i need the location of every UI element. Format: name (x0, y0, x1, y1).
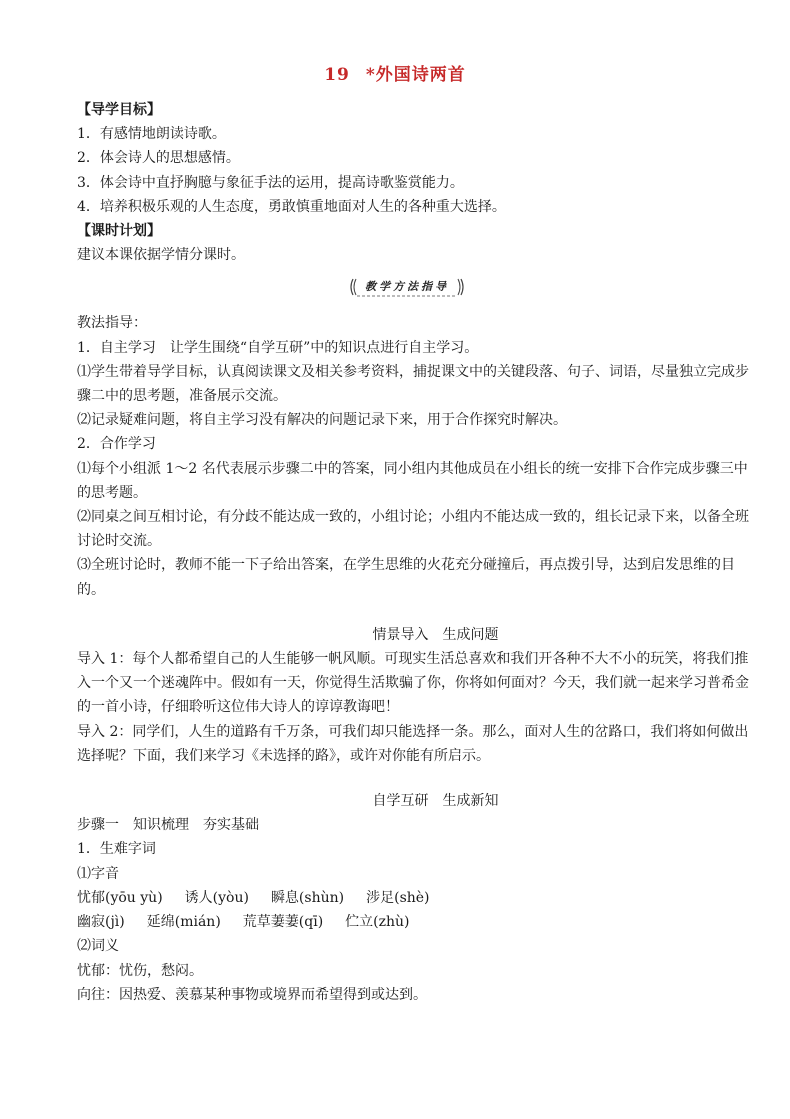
method-intro: 教法指导： (77, 315, 147, 332)
method-badge-row (77, 267, 749, 311)
method-p2a: ⑴每个小组派 1～2 名代表展示步骤二中的答案，同小组内其他成员在小组长的统一安排下合作完成步骤三中的思考题。 (77, 460, 748, 501)
self-study-heading: 自学互研 生成新知 (372, 793, 499, 810)
pron-item: 幽寂(jì) (77, 914, 125, 931)
method-p1: 1．自主学习 让学生围绕“自学互研”中的知识点进行自主学习。 (77, 339, 479, 356)
pron-item: 荒草萋萋(qī) (242, 914, 324, 931)
plan-heading: 【课时计划】 (77, 223, 161, 240)
content-body (77, 98, 749, 1007)
method-badge-label: 教学方法指导 (365, 280, 449, 294)
method-p2: 2．合作学习 (77, 436, 156, 453)
pron-item: 伫立(zhù) (345, 914, 410, 931)
guide-item-4: 4．培养积极乐观的人生态度，勇敢慎重地面对人生的各种重大选择。 (77, 198, 506, 215)
pronunciation-row-2 (77, 910, 749, 934)
vocab-heading: 1．生难字词 (77, 841, 156, 858)
intro-lead-2: 导入 2：同学们，人生的道路有千万条，可我们却只能选择一条。那么，面对人生的岔路口，我们将如何做出选择呢？下面，我们来学习《未选择的路》，或许对你能有所启示。 (77, 723, 749, 764)
method-badge (347, 275, 467, 299)
guide-item-2: 2．体会诗人的思想感情。 (77, 150, 240, 167)
guide-item-3: 3．体会诗中直抒胸臆与象征手法的运用，提高诗歌鉴赏能力。 (77, 174, 464, 191)
pron-item: 瞬息(shùn) (270, 889, 345, 906)
pronunciation-row-1 (77, 886, 749, 910)
pron-item: 延绵(mián) (146, 914, 221, 931)
meaning-2: 向往：因热爱、羡慕某种事物或境界而希望得到或达到。 (77, 986, 427, 1003)
method-p1b: ⑵记录疑难问题，将自主学习没有解决的问题记录下来，用于合作探究时解决。 (77, 412, 567, 429)
pron-item: 诱人(yòu) (184, 889, 249, 906)
method-p1a: ⑴学生带着导学目标，认真阅读课文及相关参考资料，捕捉课文中的关键段落、句子、词语，尽量独立完成步骤二中的思考题，准备展示交流。 (77, 363, 749, 405)
meaning-1: 忧郁：忧伤，愁闷。 (77, 962, 203, 979)
pron-item: 忧郁(yōu yù) (77, 889, 163, 906)
intro-lead-1: 导入 1：每个人都希望自己的人生能够一帆风顺。可现实生活总喜欢和我们开各种不大不小的玩笑，将我们推入一个又一个迷魂阵中。假如有一天，你觉得生活欺骗了你，你将如何面对？今天，我们就一起来学习普希金的一首小诗，仔细聆听这位伟大诗人的谆谆教诲吧！ (77, 651, 749, 716)
plan-text: 建议本课依据学情分课时。 (77, 247, 245, 264)
lesson-number: 19 (324, 65, 350, 85)
pron-item: 涉足(shè) (366, 889, 430, 906)
lesson-title: *外国诗两首 (365, 65, 466, 85)
method-p2c: ⑶全班讨论时，教师不能一下子给出答案，在学生思维的火花充分碰撞后，再点拨引导，达到启发思维的目的。 (77, 557, 735, 598)
guide-heading: 【导学目标】 (77, 102, 161, 118)
step1-heading: 步骤一 知识梳理 夯实基础 (77, 817, 259, 834)
guide-item-1: 1．有感情地朗读诗歌。 (77, 126, 226, 143)
page-title (0, 60, 790, 85)
meaning-heading: ⑵词义 (77, 938, 119, 955)
pronunciation-heading: ⑴字音 (77, 865, 119, 882)
method-p2b: ⑵同桌之间互相讨论，有分歧不能达成一致的，小组讨论；小组内不能达成一致的，组长记录下来，以备全班讨论时交流。 (77, 509, 749, 550)
intro-heading: 情景导入 生成问题 (372, 626, 499, 643)
